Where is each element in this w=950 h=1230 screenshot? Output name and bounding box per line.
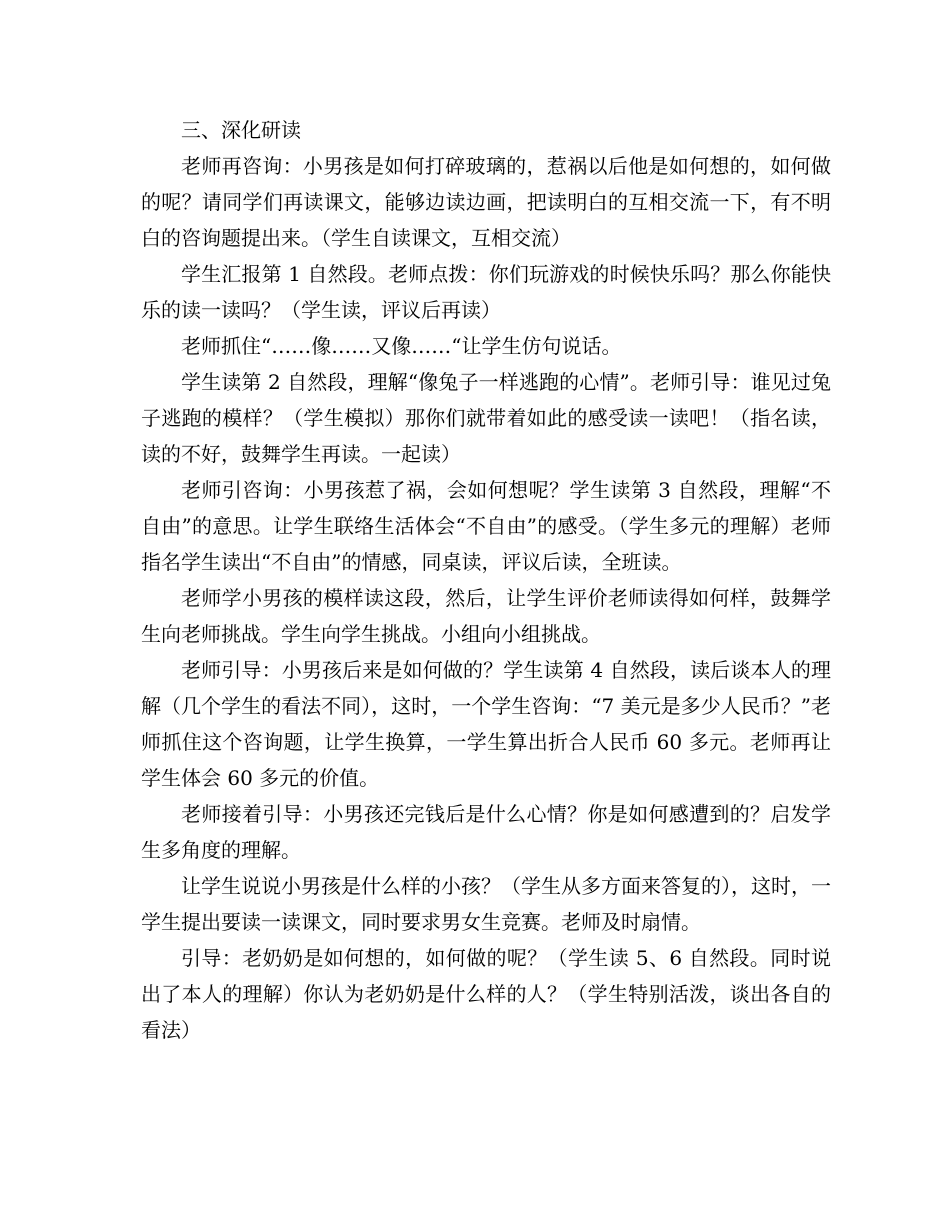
paragraph-9: 让学生说说小男孩是什么样的小孩？（学生从多方面来答复的），这时，一学生提出要读一读课文，同时要求男女生竞赛。老师及时扇情。 [141,874,831,934]
paragraph-7: 老师引导：小男孩后来是如何做的？学生读第 4 自然段，读后谈本人的理解（几个学生的看法不同），这时，一个学生咨询：“7 美元是多少人民币？”老师抓住这个咨询题，让学生换算，一学生算出折合人民币 60 多元。老师再让学生体会 60 多元的价值。 [141,658,831,790]
paragraph-10: 引导：老奶奶是如何想的，如何做的呢？（学生读 5、6 自然段。同时说出了本人的理解）你认为老奶奶是什么样的人？（学生特别活泼，谈出各自的看法） [141,946,831,1042]
paragraph-6: 老师学小男孩的模样读这段，然后，让学生评价老师读得如何样，鼓舞学生向老师挑战。学生向学生挑战。小组向小组挑战。 [141,586,831,646]
paragraph-5: 老师引咨询：小男孩惹了祸，会如何想呢？学生读第 3 自然段，理解“不自由”的意思。让学生联络生活体会“不自由”的感受。（学生多元的理解）老师指名学生读出“不自由”的情感，同桌读，评议后读，全班读。 [141,478,831,574]
paragraph-2: 学生汇报第 1 自然段。老师点拨：你们玩游戏的时候快乐吗？那么你能快乐的读一读吗？（学生读，评议后再读） [141,262,831,322]
document-body [141,112,831,1048]
section-heading: 三、深化研读 [181,118,301,142]
paragraph-8: 老师接着引导：小男孩还完钱后是什么心情？你是如何感遭到的？启发学生多角度的理解。 [141,802,831,862]
paragraph-3: 老师抓住“……像……又像……“让学生仿句说话。 [181,334,622,358]
paragraph-1: 老师再咨询：小男孩是如何打碎玻璃的，惹祸以后他是如何想的，如何做的呢？请同学们再读课文，能够边读边画，把读明白的互相交流一下，有不明白的咨询题提出来。（学生自读课文，互相交流） [141,154,831,250]
paragraph-4: 学生读第 2 自然段，理解“像兔子一样逃跑的心情”。老师引导：谁见过兔子逃跑的模样？（学生模拟）那你们就带着如此的感受读一读吧！（指名读，读的不好，鼓舞学生再读。一起读） [141,370,831,466]
